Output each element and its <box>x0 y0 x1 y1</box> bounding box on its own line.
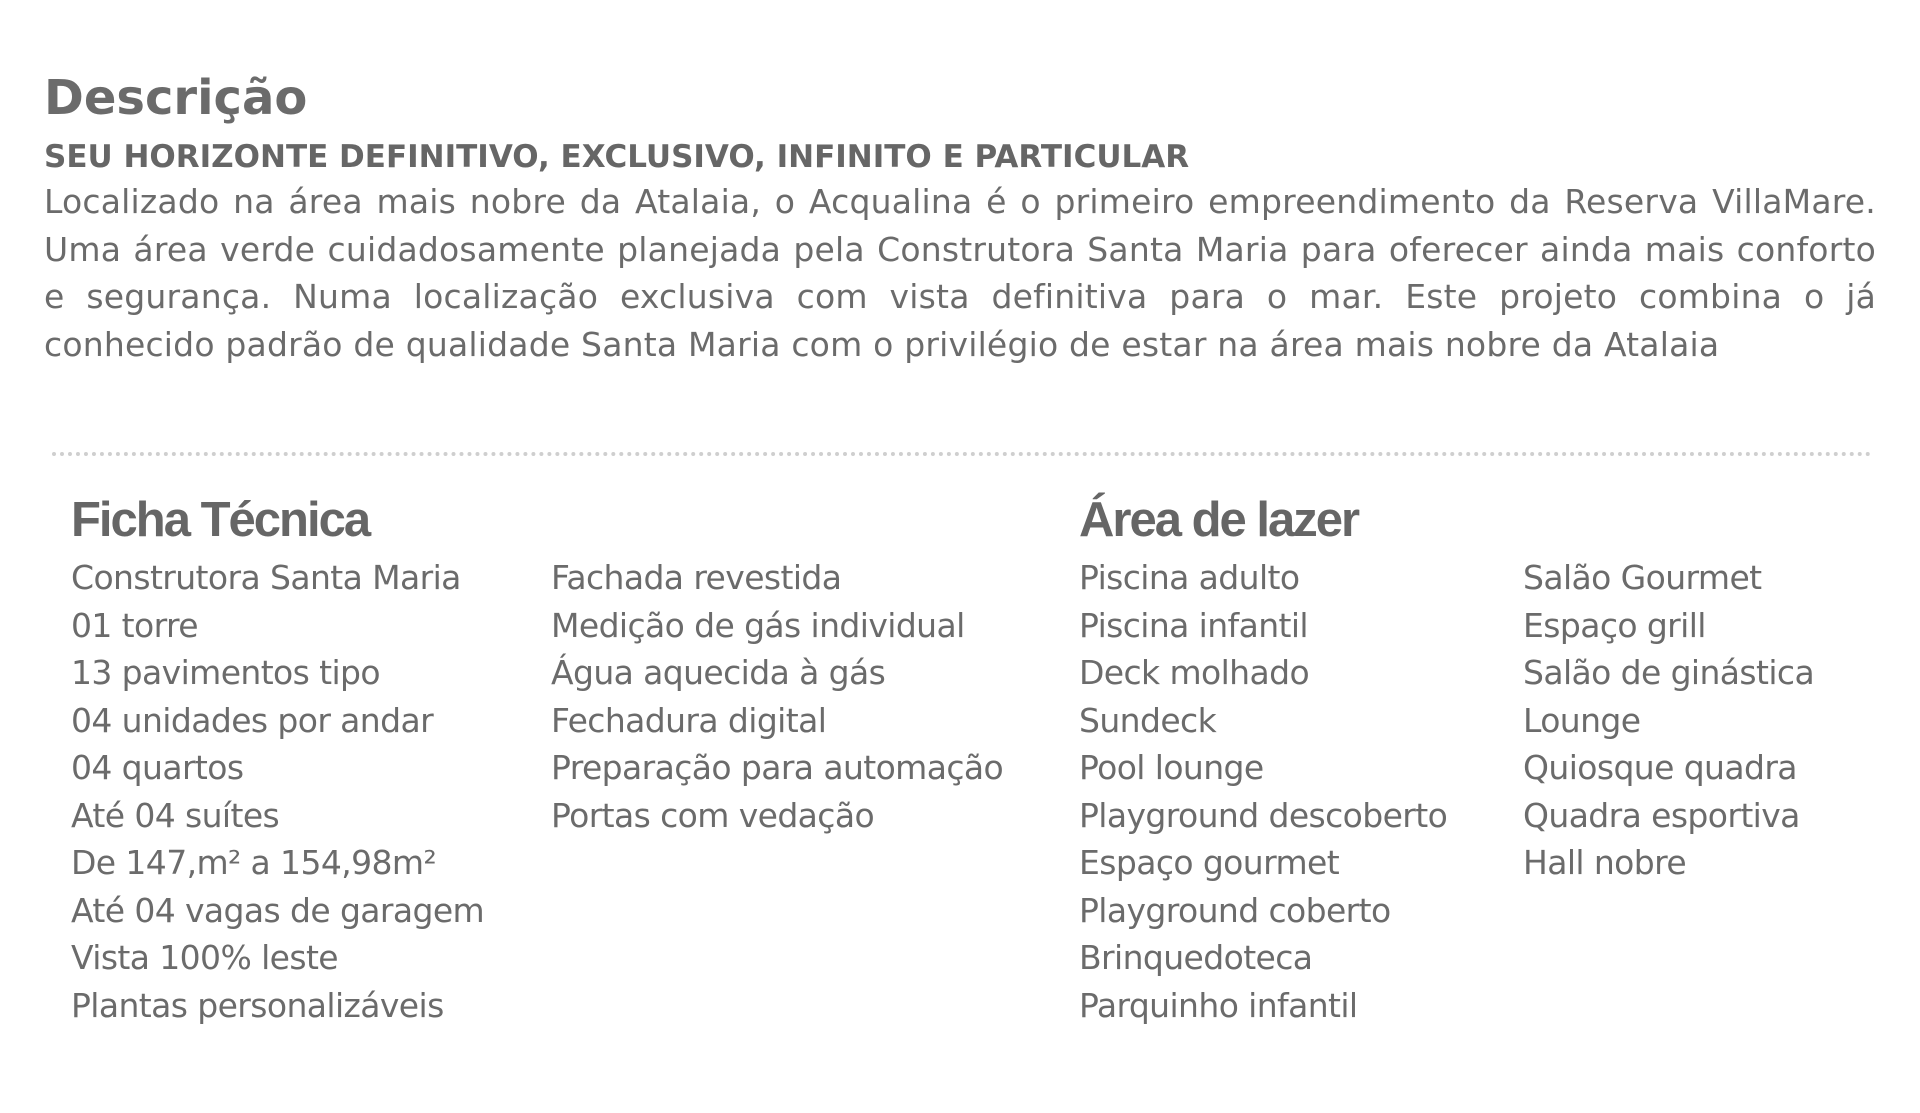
list-item: Salão Gourmet <box>1523 558 1762 597</box>
list-item: Hall nobre <box>1523 843 1687 882</box>
list-item: Fechadura digital <box>551 700 827 740</box>
description-section <box>44 68 1876 368</box>
list-item: Parquinho infantil <box>1079 985 1358 1025</box>
list-item: Água aquecida à gás <box>551 653 886 692</box>
list-item: Playground descoberto <box>1079 795 1448 835</box>
list-item: Lounge <box>1523 700 1641 740</box>
ficha-tecnica-list-1 <box>71 554 484 1029</box>
list-item: Sundeck <box>1079 700 1217 740</box>
list-item: Piscina infantil <box>1079 605 1308 645</box>
list-item: 13 pavimentos tipo <box>71 653 380 692</box>
description-title: Descrição <box>44 70 308 126</box>
area-lazer-list-2 <box>1523 554 1814 887</box>
list-item: Fachada revestida <box>551 558 842 597</box>
dotted-divider <box>52 452 1872 456</box>
ficha-tecnica-title: Ficha Técnica <box>71 493 370 547</box>
list-item: Plantas personalizáveis <box>71 985 444 1025</box>
list-item: Até 04 vagas de garagem <box>71 890 485 930</box>
list-item: Quadra esportiva <box>1523 795 1800 835</box>
list-item: Até 04 suítes <box>71 795 280 835</box>
ficha-tecnica-column-2 <box>551 554 1003 839</box>
list-item: De 147,m² a 154,98m² <box>71 843 437 882</box>
area-lazer-title: Área de lazer <box>1079 493 1359 547</box>
area-lazer-column-2 <box>1523 554 1814 887</box>
description-body: Localizado na área mais nobre da Atalaia, o Acqualina é o primeiro empreendimento da Reserva VillaMare. Uma área verde cuidadosamente planejada pela Construtora Santa Maria para oferecer ainda mais conforto e segurança. Numa localização exclusiva com vista definitiva para o mar. Este projeto combina o já conhecido padrão de qualidade Santa Maria com o privilégio de estar na área mais nobre da Atalaia <box>44 182 1876 364</box>
ficha-tecnica-list-2 <box>551 554 1003 839</box>
list-item: Portas com vedação <box>551 795 875 835</box>
list-item: Espaço grill <box>1523 605 1706 645</box>
list-item: Preparação para automação <box>551 748 1004 787</box>
list-item: Medição de gás individual <box>551 605 965 645</box>
list-item: Construtora Santa Maria <box>71 558 461 597</box>
list-item: Espaço gourmet <box>1079 843 1340 882</box>
area-lazer-list-1 <box>1079 554 1447 1029</box>
list-item: 04 unidades por andar <box>71 700 434 740</box>
list-item: Vista 100% leste <box>71 938 339 977</box>
ficha-tecnica-column-1 <box>71 490 484 1029</box>
list-item: Playground coberto <box>1079 890 1391 930</box>
list-item: Pool lounge <box>1079 748 1264 787</box>
list-item: Brinquedoteca <box>1079 938 1313 977</box>
list-item: Salão de ginástica <box>1523 653 1815 692</box>
list-item: 01 torre <box>71 605 198 645</box>
list-item: 04 quartos <box>71 748 244 787</box>
area-lazer-column-1 <box>1079 490 1447 1029</box>
list-item: Deck molhado <box>1079 653 1310 692</box>
list-item: Piscina adulto <box>1079 558 1300 597</box>
description-subtitle: SEU HORIZONTE DEFINITIVO, EXCLUSIVO, INFINITO E PARTICULAR <box>44 139 1190 175</box>
list-item: Quiosque quadra <box>1523 748 1797 787</box>
